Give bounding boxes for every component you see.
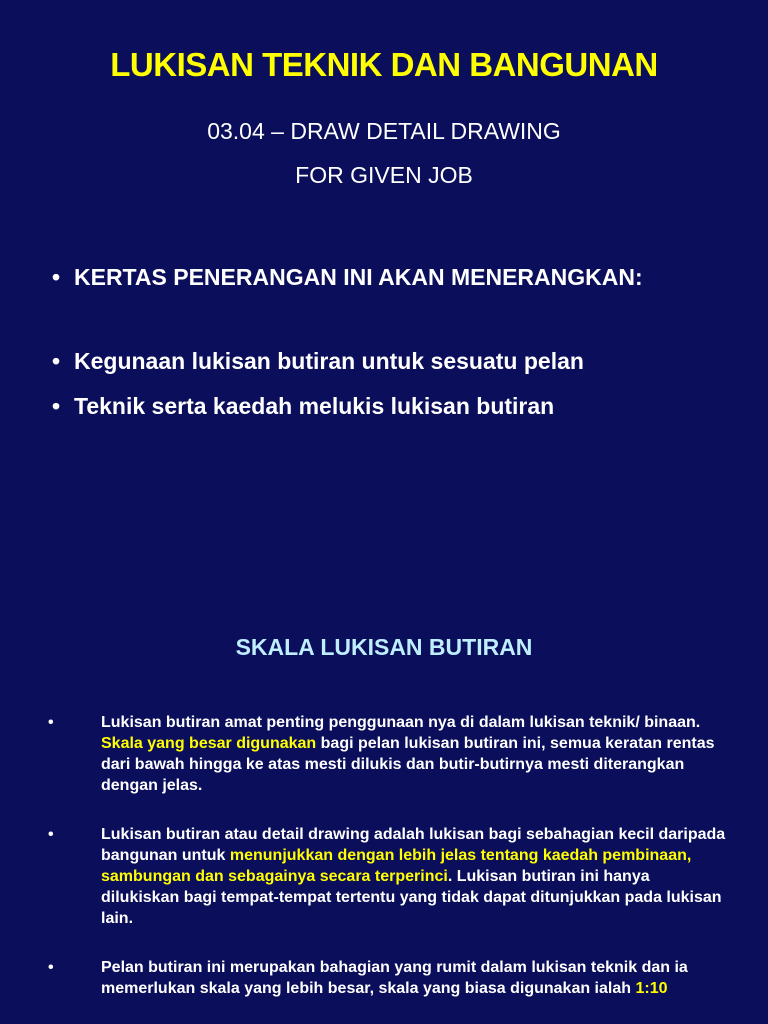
paragraph-text xyxy=(101,957,728,999)
bullet-text: KERTAS PENERANGAN INI AKAN MENERANGKAN: xyxy=(74,264,643,290)
bullet-marker: • xyxy=(52,264,61,290)
bullet-item xyxy=(52,393,554,420)
bullet-marker: • xyxy=(52,393,61,419)
bullet-marker: • xyxy=(48,714,54,731)
paragraph-highlight: menunjukkan dengan lebih jelas tentang kaedah pembinaan, sambungan dan sebagainya secara terperinci xyxy=(101,847,692,885)
section-title: SKALA LUKISAN BUTIRAN xyxy=(235,634,533,660)
subtitle-line-2: FOR GIVEN JOB xyxy=(295,162,473,188)
bullet-item xyxy=(52,264,643,291)
paragraph-text-after: bagi pelan lukisan butiran ini, semua keratan rentas dari bawah hingga ke atas mesti dilukis dan butir-butirnya mesti diterangkan dengan jelas. xyxy=(101,735,715,794)
bullet-marker: • xyxy=(52,348,61,374)
paragraph-text-before: Lukisan butiran atau detail drawing adalah lukisan bagi sebahagian kecil daripada bangunan untuk xyxy=(101,826,726,864)
paragraph-text-after: . Lukisan butiran ini hanya dilukiskan bagi tempat-tempat tertentu yang tidak dapat ditunjukkan pada lukisan lain. xyxy=(101,868,722,927)
paragraph-text xyxy=(101,824,728,929)
paragraph-highlight: 1:10 xyxy=(635,980,668,997)
bullet-marker: • xyxy=(48,959,54,976)
subtitle-line-1: 03.04 – DRAW DETAIL DRAWING xyxy=(207,118,561,144)
bullet-text: Teknik serta kaedah melukis lukisan butiran xyxy=(74,393,555,419)
bullet-item xyxy=(52,348,584,375)
paragraph-highlight: Skala yang besar digunakan xyxy=(101,735,317,752)
slide-title: LUKISAN TEKNIK DAN BANGUNAN xyxy=(110,46,658,83)
paragraph-text-before: Lukisan butiran amat penting penggunaan nya di dalam lukisan teknik/ binaan. xyxy=(101,714,701,731)
paragraph-text-before: Pelan butiran ini merupakan bahagian yang rumit dalam lukisan teknik dan ia memerlukan skala yang lebih besar, skala yang biasa digunakan ialah xyxy=(101,959,688,997)
bullet-text: Kegunaan lukisan butiran untuk sesuatu pelan xyxy=(74,348,584,374)
bullet-marker: • xyxy=(48,826,54,843)
paragraph-text xyxy=(101,712,728,796)
